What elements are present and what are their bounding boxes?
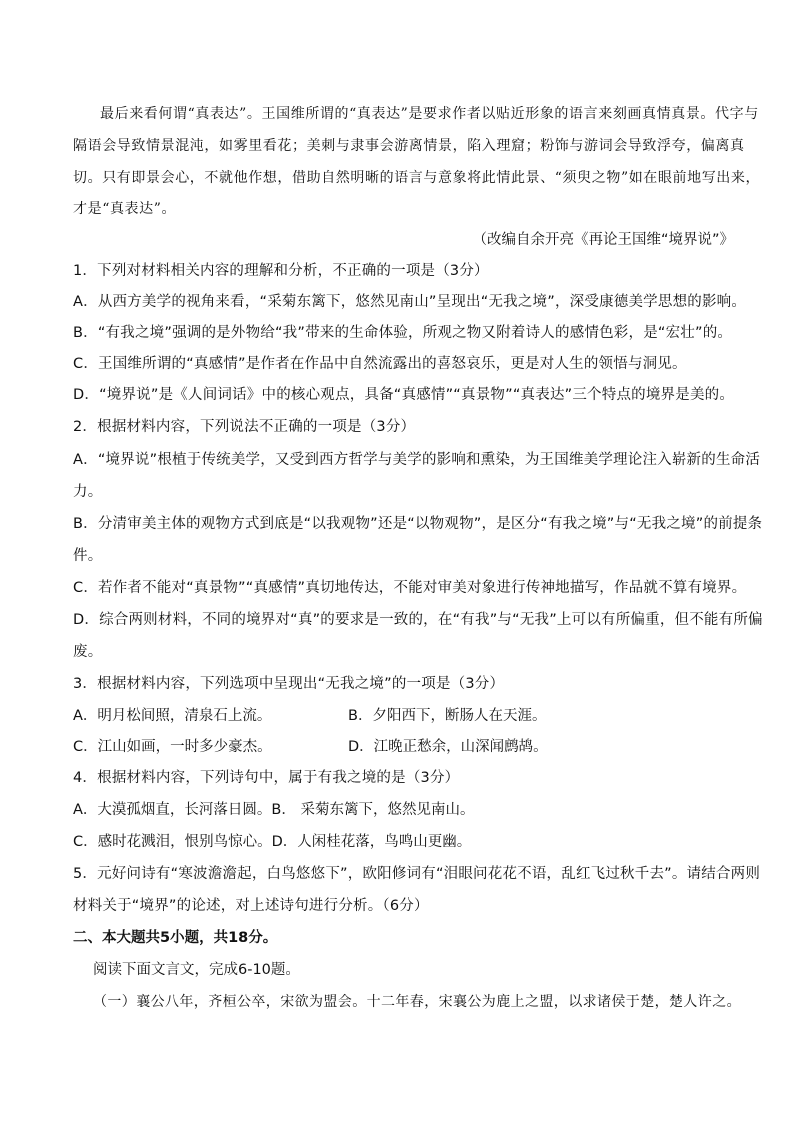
question-2-option-b-cont: 件。 [73, 548, 103, 564]
classical-text-line-1: （一）襄公八年，齐桓公卒，宋欲为盟会。十二年春，宋襄公为鹿上之盟，以求诸侯于楚，楚人许之。 [93, 994, 741, 1010]
question-3-option-c: C．江山如画，一时多少豪杰。 [73, 739, 272, 755]
question-1-option-a: A．从西方美学的视角来看，“采菊东篱下，悠然见南山”呈现出“无我之境”，深受康德美学思想的影响。 [73, 294, 747, 310]
passage-line-2: 隔语会导致情景混沌，如雾里看花；美刺与隶事会游离情景，陷入理窟；粉饰与游词会导致浮夸，偏离真 [73, 138, 745, 154]
question-3-option-b: B．夕阳西下，断肠人在天涯。 [348, 708, 547, 724]
passage-source: （改编自余开亮《再论王国维“境界说”》 [472, 232, 734, 248]
section-2-instruction: 阅读下面文言文，完成6-10题。 [93, 962, 300, 978]
question-5-stem-line-2: 材料关于“境界”的论述，对上述诗句进行分析。（6分） [73, 898, 429, 914]
question-1-option-d: D．“境界说”是《人间词话》中的核心观点，具备“真感情”“真景物”“真表达”三个特点的境界是美的。 [73, 387, 735, 403]
question-1-stem: 1．下列对材料相关内容的理解和分析，不正确的一项是（3分） [73, 263, 489, 279]
question-3-stem: 3．根据材料内容，下列选项中呈现出“无我之境”的一项是（3分） [73, 676, 505, 692]
question-5-stem-line-1: 5．元好问诗有“寒波澹澹起，白鸟悠悠下”，欧阳修词有“泪眼问花花不语，乱红飞过秋千去”。请结合两则 [73, 866, 761, 882]
question-2-option-d: D．综合两则材料，不同的境界对“真”的要求是一致的，在“有我”与“无我”上可以有所偏重，但不能有所偏 [73, 612, 763, 628]
question-3-option-d: D．江晚正愁余，山深闻鹧鸪。 [348, 739, 548, 755]
question-2-option-a-cont: 力。 [73, 484, 103, 500]
question-2-option-a: A．“境界说”根植于传统美学，又受到西方哲学与美学的影响和熏染，为王国维美学理论注入崭新的生命活 [73, 452, 761, 468]
question-4-options-ab: A．大漠孤烟直，长河落日圆。B． 采菊东篱下，悠然见南山。 [73, 802, 475, 818]
question-1-option-b: B．“有我之境”强调的是外物给“我”带来的生命体验，所观之物又附着诗人的感情色彩，是“宏壮”的。 [73, 325, 733, 341]
section-2-heading: 二、本大题共5小题，共18分。 [73, 930, 278, 946]
question-2-option-c: C．若作者不能对“真景物”“真感情”真切地传达，不能对审美对象进行传神地描写，作品就不算有境界。 [73, 580, 747, 596]
question-1-option-c: C．王国维所谓的“真感情”是作者在作品中自然流露出的喜怒哀乐，更是对人生的领悟与洞见。 [73, 356, 687, 372]
question-4-stem: 4．根据材料内容，下列诗句中，属于有我之境的是（3分） [73, 770, 460, 786]
question-2-stem: 2．根据材料内容，下列说法不正确的一项是（3分） [73, 419, 416, 435]
question-3-option-a: A．明月松间照，清泉石上流。 [73, 708, 272, 724]
passage-line-1: 最后来看何谓“真表达”。王国维所谓的“真表达”是要求作者以贴近形象的语言来刻画真情真景。代字与 [100, 106, 759, 122]
passage-line-3: 切。只有即景会心，不就他作想，借助自然明晰的语言与意象将此情此景、“须臾之物”如在眼前地写出来， [73, 170, 761, 186]
passage-line-4: 才是“真表达”。 [73, 201, 177, 217]
question-2-option-b: B．分清审美主体的观物方式到底是“以我观物”还是“以物观物”，是区分“有我之境”与“无我之境”的前提条 [73, 516, 763, 532]
question-2-option-d-cont: 废。 [73, 644, 103, 660]
question-4-options-cd: C．感时花溅泪，恨别鸟惊心。D．人闲桂花落，鸟鸣山更幽。 [73, 834, 472, 850]
